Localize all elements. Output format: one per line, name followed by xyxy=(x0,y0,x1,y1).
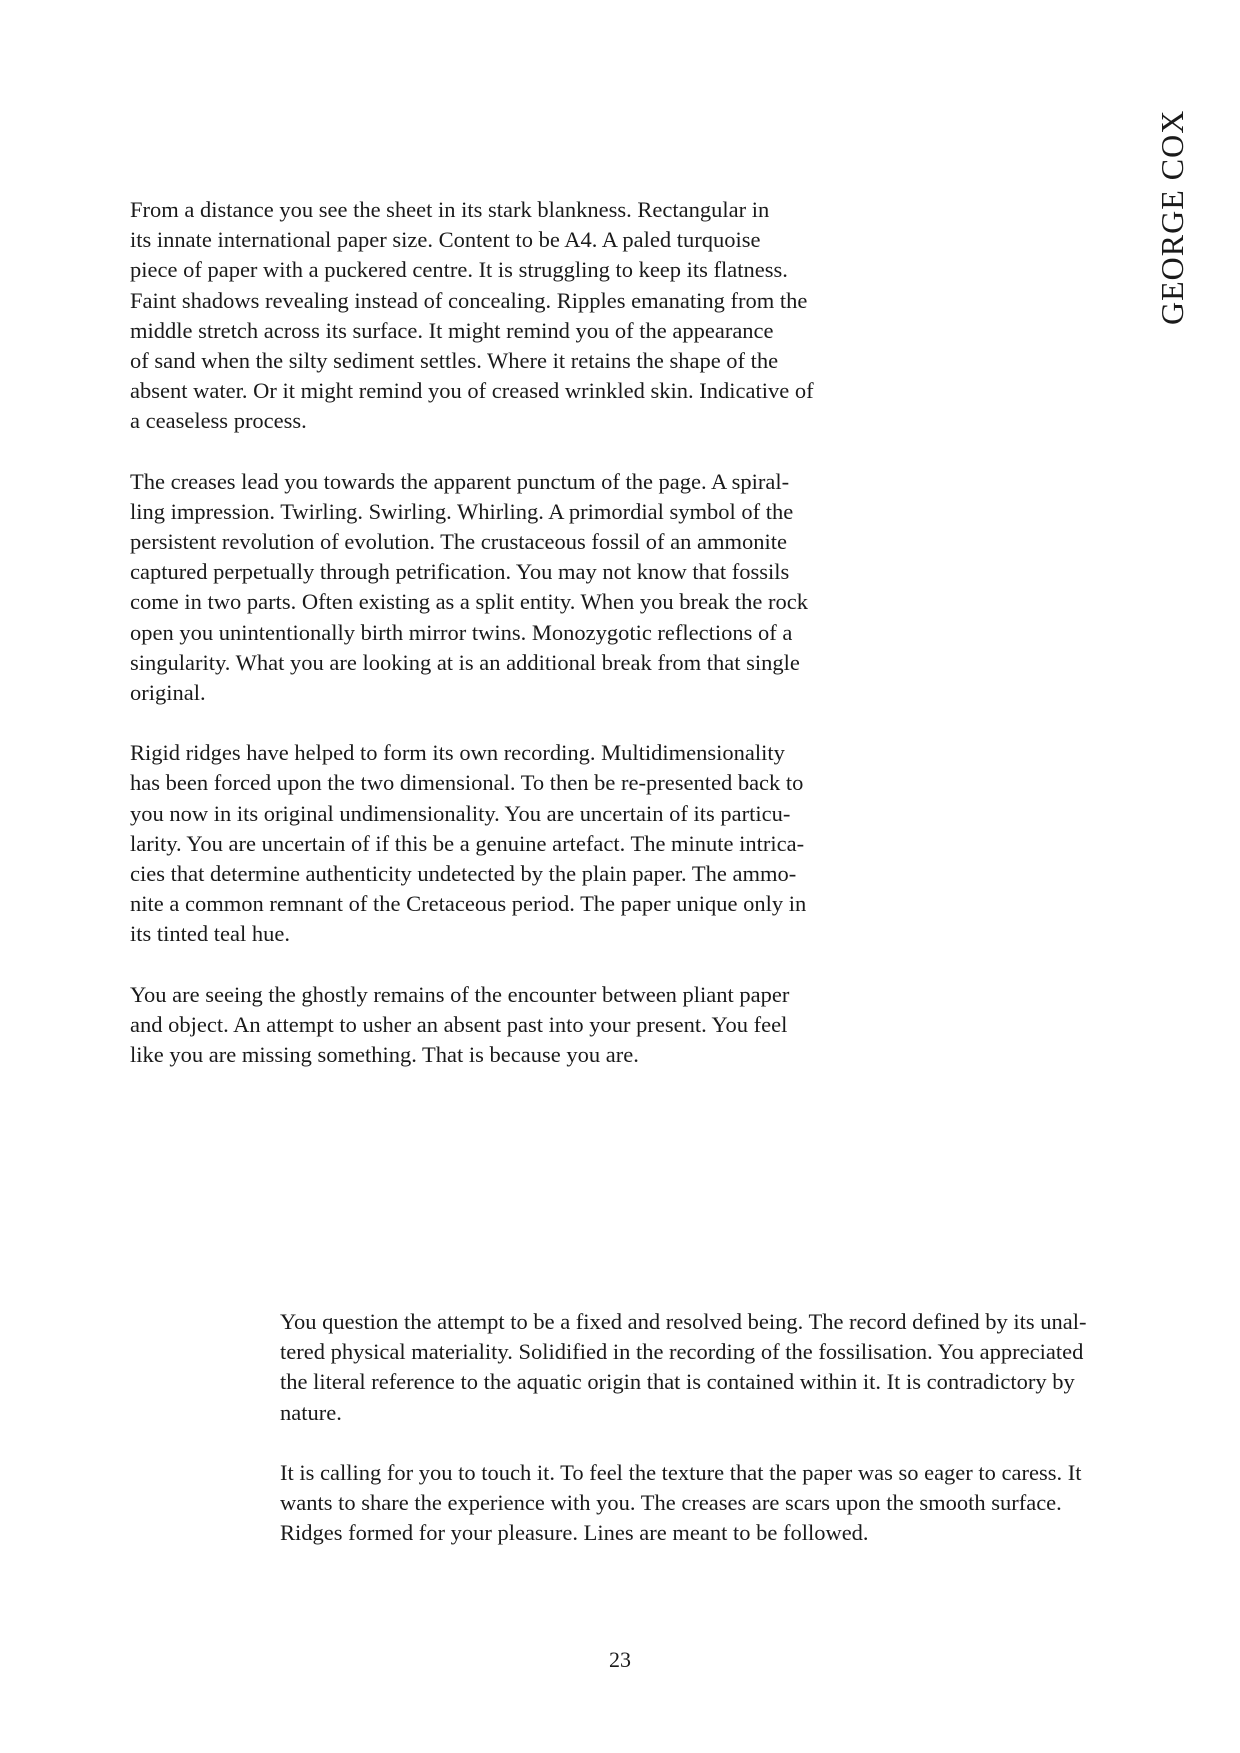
paragraph: You question the attempt to be a fixed and resolved being. The record defined by its unal- tered physical materiality. Solidified in the recording of the fossilisation. You appreciated the literal reference to the aquatic origin that is contained within it. It is contradictory by nature. xyxy=(280,1309,1087,1425)
secondary-text-column xyxy=(280,1307,1180,1578)
paragraph: You are seeing the ghostly remains of the encounter between pliant paper and object. An attempt to usher an absent past into your present. You feel like you are missing something. That is because you are. xyxy=(130,981,790,1068)
page-number: 23 xyxy=(609,1647,631,1672)
paragraph: From a distance you see the sheet in its stark blankness. Rectangular in its innate international paper size. Content to be A4. A paled turquoise piece of paper with a puckered centre. It is struggling to keep its flatness. Faint shadows revealing instead of concealing. Ripples emanating from the middle stretch across its surface. It might remind you of the appearance of sand when the silty sediment settles. Where it retains the shape of the absent water. Or it might remind you of creased wrinkled skin. Indicative of a ceaseless process. xyxy=(130,197,814,434)
paragraph: It is calling for you to touch it. To feel the texture that the paper was so eager to caress. It wants to share the experience with you. The creases are scars upon the smooth surface. Ridges formed for your pleasure. Lines are meant to be followed. xyxy=(280,1459,1082,1546)
main-text-column xyxy=(130,195,900,1100)
paragraph: Rigid ridges have helped to form its own recording. Multidimensionality has been forced upon the two dimensional. To then be re-presented back to you now in its original undimensionality. You are uncertain of its particu- larity. You are uncertain of if this be a genuine artefact. The minute intrica- cies that determine authenticity undetected by the plain paper. The ammo- nite a common remnant of the Cretaceous period. The paper unique only in its tinted teal hue. xyxy=(130,740,807,947)
paragraph: The creases lead you towards the apparent punctum of the page. A spiral- ling impression. Twirling. Swirling. Whirling. A primordial symbol of the persistent revolution of evolution. The crustaceous fossil of an ammonite captured perpetually through petrification. You may not know that fossils come in two parts. Often existing as a split entity. When you break the rock open you unintentionally birth mirror twins. Monozygotic reflections of a singularity. What you are looking at is an additional break from that single original. xyxy=(130,468,808,706)
author-name: GEORGE COX xyxy=(1154,109,1190,325)
